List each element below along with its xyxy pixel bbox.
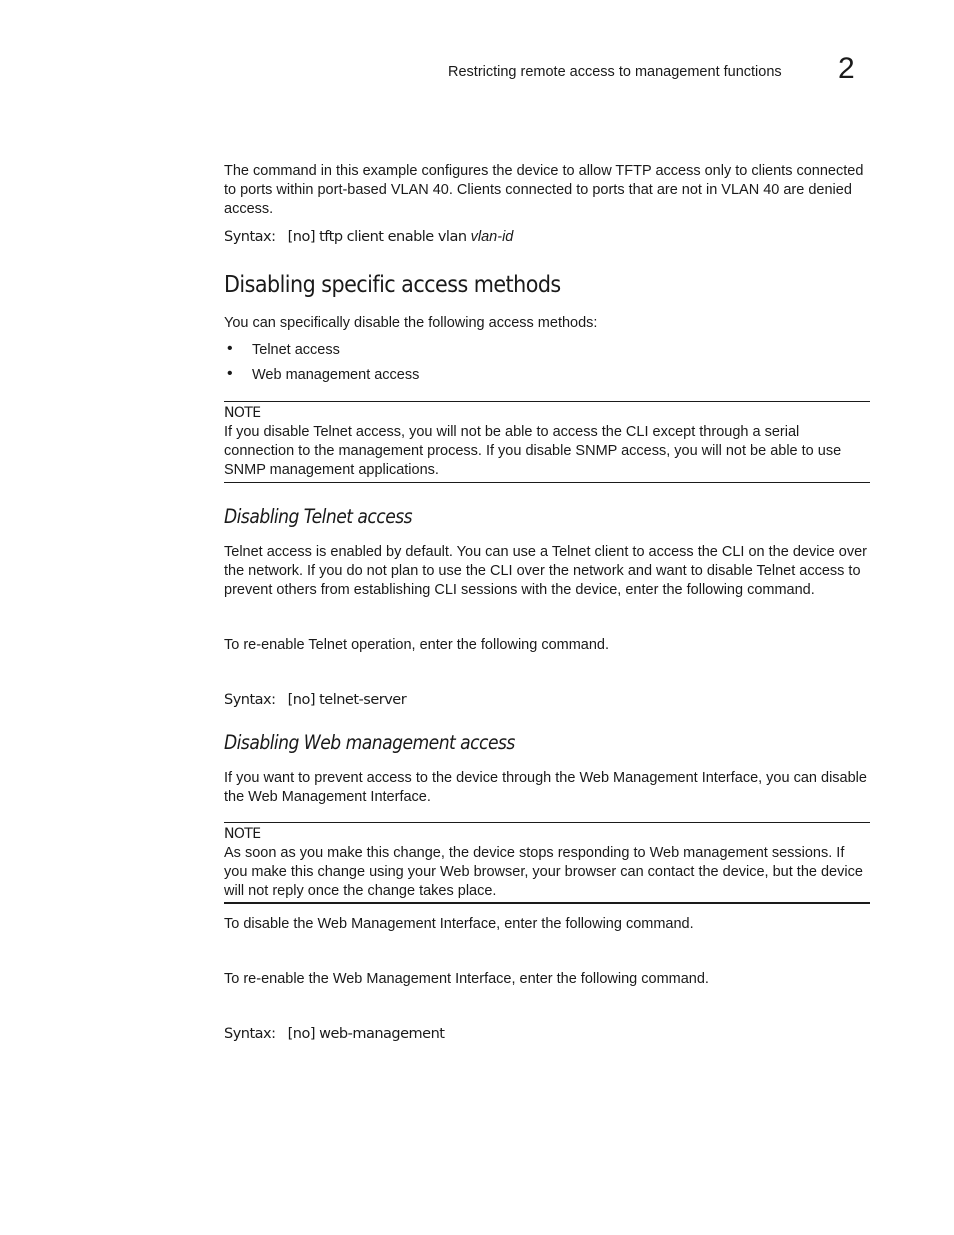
syntax-parameter: vlan-id — [470, 229, 514, 245]
bullet-icon: • — [227, 340, 233, 357]
intro-paragraph: The command in this example configures the device to allow TFTP access only to clients connected to ports within port-based VLAN 40. Clients connected to ports that are not in VLAN 40 are denied access. — [224, 163, 864, 217]
chapter-number: 2 — [838, 52, 855, 85]
web-reenable-text: To re-enable the Web Management Interface, enter the following command. — [224, 971, 709, 987]
telnet-reenable-text: To re-enable Telnet operation, enter the following command. — [224, 637, 610, 653]
note-box — [224, 401, 870, 480]
telnet-heading: Disabling Telnet access — [224, 505, 413, 528]
web-heading: Disabling Web management access — [224, 731, 515, 754]
note-bottom-rule — [224, 482, 870, 483]
note-label: NOTE — [224, 405, 261, 421]
note-label: NOTE — [224, 826, 261, 842]
access-methods-list — [224, 341, 419, 391]
tftp-syntax-line — [224, 229, 513, 245]
section-heading: Disabling specific access methods — [224, 272, 561, 298]
list-item: • Web management access — [227, 365, 420, 383]
web-syntax-line — [224, 1026, 444, 1042]
telnet-syntax-line — [224, 692, 406, 708]
section-intro: You can specifically disable the following access methods: — [224, 315, 598, 331]
list-item: • Telnet access — [227, 340, 340, 358]
syntax-label: Syntax: — [224, 229, 276, 245]
syntax-label: Syntax: — [224, 1026, 276, 1042]
telnet-paragraph: Telnet access is enabled by default. You can use a Telnet client to access the CLI on the device over the network. If you do not plan to use the CLI over the network and want to disable Telnet access to prevent others from establishing CLI sessions with the device, enter the following command. — [224, 544, 867, 598]
note-text: As soon as you make this change, the device stops responding to Web management sessions. If you make this change using your Web browser, your browser can contact the device, but the device will not reply once the change takes place. — [224, 845, 863, 899]
syntax-command: [no] web-management — [287, 1026, 445, 1042]
note-box — [224, 822, 870, 901]
web-disable-text: To disable the Web Management Interface, enter the following command. — [224, 916, 694, 932]
syntax-command: [no] tftp client enable vlan — [287, 229, 467, 245]
bullet-icon: • — [227, 365, 233, 382]
web-paragraph: If you want to prevent access to the device through the Web Management Interface, you can disable the Web Management Interface. — [224, 770, 867, 805]
note-text: If you disable Telnet access, you will not be able to access the CLI except through a serial connection to the management process. If you disable SNMP access, you will not be able to use SNMP management applications. — [224, 424, 842, 478]
note-bottom-rule — [224, 902, 870, 904]
running-header-title: Restricting remote access to management functions — [448, 64, 782, 80]
syntax-command: [no] telnet-server — [287, 692, 407, 708]
syntax-label: Syntax: — [224, 692, 276, 708]
